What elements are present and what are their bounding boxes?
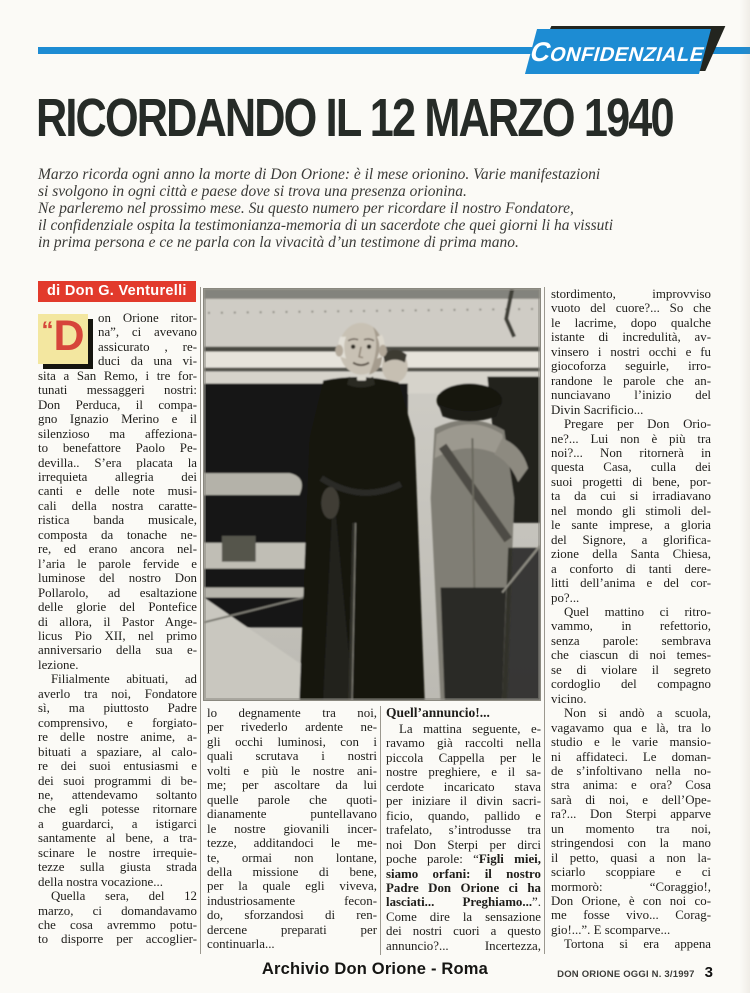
text-line: Filialmente abituati, ad [51,672,197,687]
text-line: che ciascun di noi temes- [551,648,711,663]
intro-line: in prima persona e ce ne parla con la vivacità d’un testimone di prima mano. [38,233,519,251]
text-line: vuoto del cuore?... So che [551,301,711,316]
article-column-1 [38,311,197,947]
text-line: tezze, additandoci le me- [207,836,377,851]
text-line: l’aria le parole fervide e [38,556,197,571]
text-line: della nostra vocazione... [38,874,163,889]
text-line: Don Orione, è con noi co- [551,894,711,909]
text-line: Quel mattino ci ritro- [564,604,711,619]
text-line: cerdote incaricato stava [386,779,541,794]
badge-label: CONFIDENZIALE [527,36,708,67]
column-divider [200,287,201,954]
text-line: comprensivo, e forgiato- [38,715,197,730]
text-line: re, ed erano ancora nel- [38,542,197,557]
text-line: Non si andò a scuola, [564,706,711,721]
text-line: Padre Don Orione ci ha [386,880,541,895]
paragraph [551,417,711,605]
text-line: poche parole: “Figli miei, [386,852,541,867]
text-line: che cosa avremmo potu- [38,918,197,933]
text-line: per rivederlo ardente ne- [207,720,377,735]
text-line: stra anima: e ora? Cosa [551,778,711,793]
footer-right [557,964,713,981]
journal-issue-label: DON ORIONE OGGI N. 3/1997 [557,969,695,980]
text-line: per iniziare il divin sacri- [386,794,541,809]
text-line: tezze sulla giusta strada [38,860,197,875]
text-line: istante di incredulità, av- [551,330,711,345]
text-line: ficio, quando, pallido e [386,808,541,823]
drop-cap-letter: D [53,312,85,360]
column-divider [544,287,545,954]
text-line: me; per ascoltare da lui [207,778,377,793]
paragraph [386,722,541,953]
text-line: vicino. [551,691,587,706]
text-line: anniversario della sua e- [38,643,197,658]
text-line: me fosse vivo... Corag- [551,908,711,923]
don-orione-ship-photo [203,288,541,701]
text-line: to disporre per accoglier- [38,932,197,947]
paragraph [38,889,197,947]
text-line: noi Don Sterpi per dirci [386,837,541,852]
text-line: do, sforzandosi di ren- [207,908,377,923]
text-line: La mattina seguente, e- [399,722,541,736]
text-line: sì, ma piuttosto Padre [38,701,197,716]
text-line: re delle nostre anime, a- [38,730,197,745]
text-line: po?... [551,590,580,605]
text-line: licus Pio XII, nel primo [38,628,197,643]
text-line: dianamente puntellavano [207,807,377,822]
byline: di Don G. Venturelli [38,281,196,302]
text-line: lezione. [38,657,79,672]
intro-line: il confidenziale ospita la testimonianza-memoria di un sacerdote che quei giorni li ha vissuti [38,216,614,234]
text-line: per la quale egli viveva, [207,879,377,894]
text-line: un momento tra noi, [551,821,711,836]
text-line: cali della nostra caratte- [38,498,197,513]
text-line: vammo, in refettorio, [551,619,711,634]
text-line: gno Ignazio Merino e il [38,412,197,427]
text-line: lo degnamente tra noi, [207,706,377,720]
text-line: siamo orfani: il nostro [386,866,541,881]
text-line: gli occhi luminosi, con i [207,734,377,749]
text-line: tunati messaggeri nostri: [38,383,197,398]
paragraph [38,311,197,672]
text-line: gio!...”. E scomparve... [551,922,671,937]
text-line: nostre preghiere, e il sa- [386,765,541,780]
text-line: te, ormai non lontane, [207,850,377,865]
paragraph [551,706,711,937]
text-line: dei suoi programmi di be- [38,773,197,788]
text-line: to benefattore Paolo Pe- [38,441,197,456]
text-line: bituati a spaziare, al calo- [38,744,197,759]
text-line: trafelato, s’introdusse tra [386,823,541,838]
text-line: santamente al bene, a tra- [38,831,197,846]
text-line: canti e delle note musi- [38,484,197,499]
drop-cap-quote: “ [41,317,54,344]
text-line: nel mondo gli stimoli del- [551,503,711,518]
paragraph [551,287,711,417]
text-line: a conforto di tanti dere- [551,561,711,576]
text-line: che egli potesse ritornare [38,802,197,817]
text-line: duci da una vi- [98,354,197,369]
text-line: le nostre giovanili incer- [207,821,377,836]
text-line: continuarla... [207,937,275,952]
text-line: re dei suoi entusiasmi e [38,759,197,774]
text-line: composta da tonache ne- [38,527,197,542]
drop-cap [38,314,88,364]
text-line: ra?... Don Sterpi apparve [551,807,711,822]
text-line: il petto, quasi a non la- [551,850,711,865]
text-line: vagavamo qua e là, tra lo [551,720,711,735]
text-line: vinsero i nostri occhi e fu [551,344,711,359]
text-line: ne, attendevamo soltanto [38,787,197,802]
text-line: quelle parole che quoti- [207,792,377,807]
paragraph [38,672,197,889]
text-line: silenzioso ma affeziona- [38,426,197,441]
text-line: marzo, ci domandavamo [38,903,197,918]
confidenziale-badge [527,29,708,74]
text-line: le sante imprese, a gloria [551,518,711,533]
article-column-4 [551,287,711,952]
page-title: RICORDANDO IL 12 MARZO 1940 [36,87,673,148]
text-line: ta da cui si irradiavano [551,489,711,504]
text-line: annuncio?... Incertezza, [386,938,541,953]
text-line: nunciavano l’inizio del [551,388,711,403]
text-line: averlo tra noi, Fondatore [38,686,197,701]
text-line: della missione di bene, [207,864,377,879]
text-line: cordoglio del compagno [551,677,711,692]
text-line: Pollarolo, ad esaltazione [38,585,197,600]
text-line: noi?... Non ritornerà in [551,445,711,460]
text-line: del Signore, a glorifica- [551,532,711,547]
text-line: sciarlo scoppiare e ci [551,865,711,880]
text-line: lasciati... Preghiamo...”. [386,895,541,910]
text-line: randone le parole che an- [551,373,711,388]
intro-line: Marzo ricorda ogni anno la morte di Don Orione: è il mese orionino. Varie manifestazioni [38,166,601,183]
badge-face [525,29,711,74]
text-line: ravamo già raccolti nella [386,736,541,751]
text-line: assicurato , re- [98,339,197,354]
text-line: Pregare per Don Orio- [564,417,711,432]
text-line: volti e più le nostre ani- [207,763,377,778]
text-line: piccola Cappella per le [386,750,541,765]
text-line: de s’infoltivano nella no- [551,763,711,778]
text-line: quali scrutava i nostri [207,749,377,764]
column-divider [380,706,381,955]
paragraph [207,706,377,952]
paragraph [551,937,711,951]
text-line: studio e le varie mansio- [551,735,711,750]
intro-paragraph [38,167,698,252]
archive-caption: Archivio Don Orione - Roma [261,960,489,978]
text-line: sita a San Remo, i tre for- [38,368,197,383]
text-line: suoi progetti di bene, por- [551,474,711,489]
text-line: Tortona si era appena [564,937,711,952]
text-line: sarà di noi, e dell’Ope- [551,792,711,807]
text-line: questa Casa, culla dei [551,460,711,475]
text-line: Quella sera, del 12 [51,889,197,904]
text-line: devilla.. S’era placata la [38,455,197,470]
text-line: zione della Santa Chiesa, [551,547,711,562]
text-line: dei nostri cuori a questo [386,924,541,939]
text-line: irrequieta allegria dei [38,469,197,484]
text-line: industriosamente fecon- [207,893,377,908]
text-line: ni affidateci. Le doman- [551,749,711,764]
article-column-2 [207,706,377,952]
text-line: dercene preparati per [207,922,377,937]
text-line: stordimento, improvviso [551,287,711,301]
paragraph [551,605,711,706]
text-line: litti dell’anima e del cor- [551,576,711,591]
text-line: le lacrime, dopo qualche [551,315,711,330]
text-line: luminose del nostro Don [38,571,197,586]
text-line: a guardarci, a istigarci [38,816,197,831]
intro-line: si svolgono in ogni città e paese dove si trova una presenza orionina. [38,182,467,200]
text-line: di allora, il Pastor Ange- [38,614,197,629]
text-line: ne?... Lui non è più tra [551,431,711,446]
text-line: Come dire la sensazione [386,909,541,924]
column-heading: Quell’annuncio!... [386,705,490,720]
text-line: na”, ci avevano [98,325,197,340]
text-line: Don Perduca, il compa- [38,397,197,412]
photo-illustration [204,289,540,700]
text-line: se di violare il segreto [551,662,711,677]
text-line: ristica banda musicale, [38,513,197,528]
intro-line: Ne parleremo nel prossimo mese. Su questo numero per ricordare il nostro Fondatore, [38,199,574,217]
text-line: senza parole: sembrava [551,633,711,648]
text-line: delle glorie del Pontefice [38,600,197,615]
text-line: giocoforza seguirle, irro- [551,359,711,374]
article-column-3 [386,705,541,953]
text-line: scinare le nostre irrequie- [38,845,197,860]
text-line: on Orione ritor- [98,311,197,325]
page-number: 3 [704,964,713,981]
text-line: mormorò: “Coraggio!, [551,879,711,894]
text-line: Divin Sacrificio... [551,402,644,417]
text-line: stringendosi con la mano [551,836,711,851]
